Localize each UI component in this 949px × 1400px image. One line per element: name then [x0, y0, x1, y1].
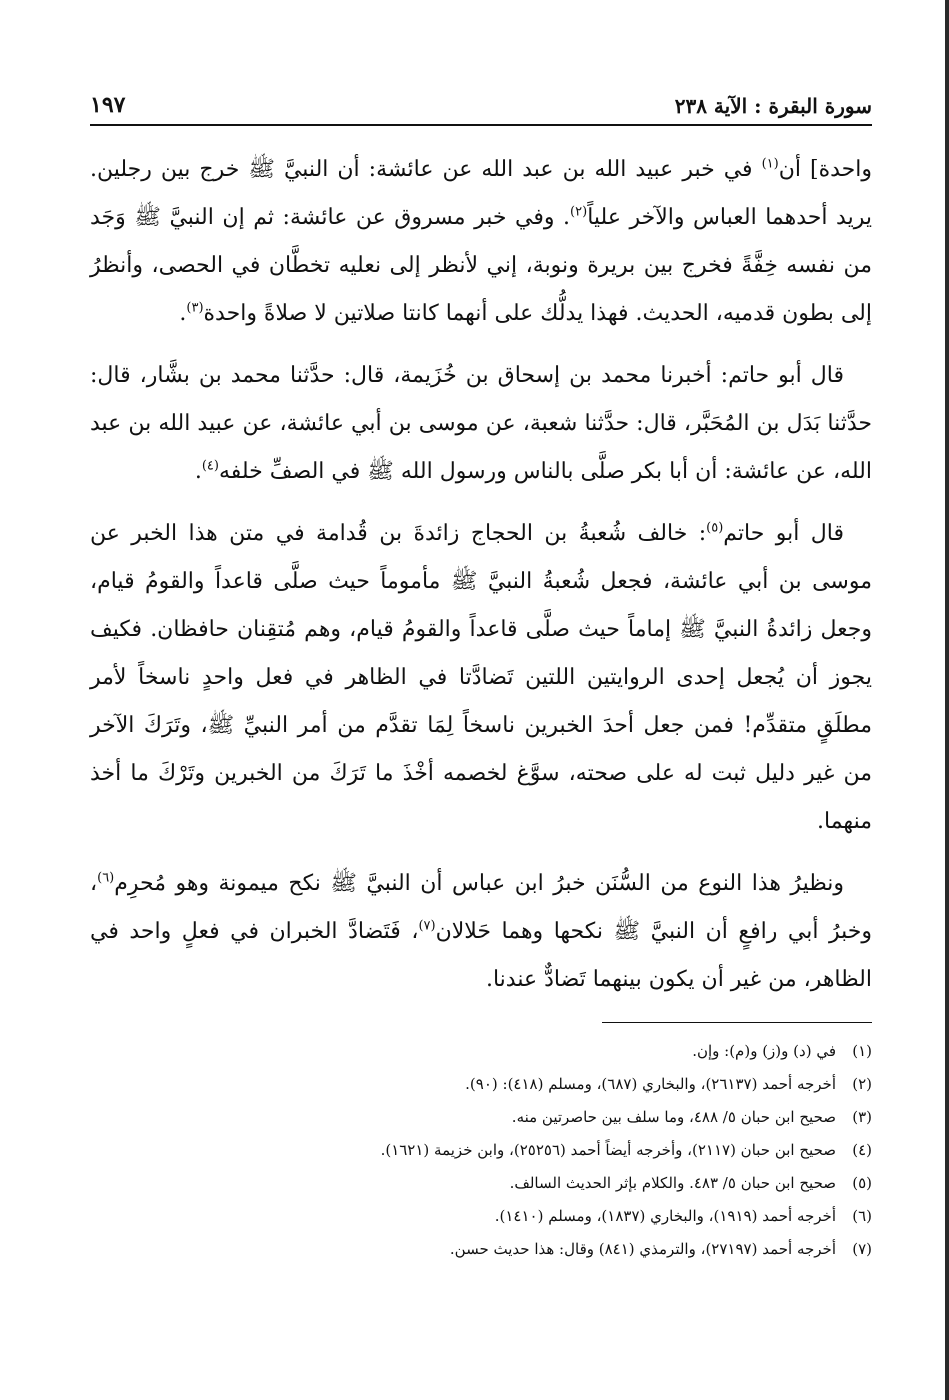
text-run: . وفي خبر مسروق عن عائشة: ثم إن النبيَّ ﷺ وَجَد من نفسه خِفَّةً فخرج بين بريرة ونوبة، إني لأنظر إلى نعليه تخطَّان في الحصى، وأنظرُ إلى بطون قدميه، الحديث. فهذا يدلُّك على أنهما كانتا صلاتين لا صلاةً واحدة [90, 205, 872, 326]
footnote-text: صحيح ابن حبان ٥/ ٤٨٣. والكلام بإثر الحديث السالف. [509, 1174, 836, 1192]
footnote-reference: (١) [761, 156, 779, 172]
footnote [90, 1134, 872, 1167]
text-run: قال أبو حاتم [723, 521, 844, 546]
footnote-reference: (٣) [186, 300, 204, 316]
text-run: في خبر عبيد الله بن عبد الله عن عائشة: أن النبيَّ ﷺ خرج بين رجلين. يريد أحدهما العباس والآخر علياً [90, 157, 872, 230]
paragraph [90, 510, 872, 846]
running-header [90, 78, 872, 126]
footnote [90, 1200, 872, 1233]
footnote-text: أخرجه أحمد (١٩١٩)، والبخاري (١٨٣٧)، ومسلم (١٤١٠). [494, 1207, 836, 1225]
footnote-text: صحيح ابن حبان (٢١١٧)، وأخرجه أيضاً أحمد (٢٥٢٥٦)، وابن خزيمة (١٦٢١). [380, 1141, 836, 1159]
footnote-separator [602, 1022, 872, 1023]
footnote [90, 1167, 872, 1200]
footnote-number: (١) [852, 1042, 872, 1060]
page-edge-shadow [945, 0, 949, 1400]
text-run: . [179, 301, 187, 326]
footnote-text: صحيح ابن حبان ٥/ ٤٨٨، وما سلف بين حاصرتين منه. [511, 1108, 836, 1126]
footnote-reference: (٢) [570, 204, 588, 220]
footnote [90, 1035, 872, 1068]
footnote [90, 1233, 872, 1266]
footnote-number: (٥) [852, 1174, 872, 1192]
text-run: ، وخبرُ أبي رافعٍ أن النبيَّ ﷺ نكحها وهما حَلالان [90, 871, 872, 944]
paragraph [90, 352, 872, 496]
paragraph [90, 860, 872, 1004]
footnote-number: (٧) [852, 1240, 872, 1258]
paragraph [90, 146, 872, 338]
text-run: واحدة] أن [778, 157, 872, 182]
footnote-number: (٤) [852, 1141, 872, 1159]
header-title: سورة البقرة : الآية ٢٣٨ [674, 94, 872, 118]
footnote-number: (٦) [852, 1207, 872, 1225]
page-number: ١٩٧ [90, 92, 126, 118]
text-run: ، فَتَضادَّ الخبران في فعلٍ واحد في الظاهر، من غير أن يكون بينهما تَضادٌّ عندنا. [90, 919, 872, 992]
body-text [90, 146, 872, 1004]
footnote-number: (٣) [852, 1108, 872, 1126]
footnote-text: أخرجه أحمد (٢٦١٣٧)، والبخاري (٦٨٧)، ومسلم (٤١٨): (٩٠). [465, 1075, 836, 1093]
footnote-text: في (د) و(ز) و(م): وإن. [692, 1042, 836, 1060]
footnote-reference: (٤) [201, 458, 219, 474]
footnote-reference: (٥) [706, 520, 724, 536]
footnote-reference: (٦) [97, 870, 115, 886]
footnote-reference: (٧) [418, 918, 436, 934]
text-run: ونظيرُ هذا النوع من السُّنَن خبرُ ابن عباس أن النبيَّ ﷺ نكح ميمونة وهو مُحرِم [114, 871, 844, 896]
footnotes [90, 1035, 872, 1266]
book-page [90, 78, 872, 1266]
footnote [90, 1068, 872, 1101]
footnote-text: أخرجه أحمد (٢٧١٩٧)، والترمذي (٨٤١) وقال: هذا حديث حسن. [449, 1240, 836, 1258]
text-run: : خالف شُعبةُ بن الحجاج زائدةَ بن قُدامة في متن هذا الخبر عن موسى بن أبي عائشة، فجعل شُعبةُ النبيَّ ﷺ مأموماً حيث صلَّى قاعداً والقومُ قيام، وجعل زائدةُ النبيَّ ﷺ إماماً حيث صلَّى قاعداً والقومُ قيام، وهم مُتقِنان حافظان. فكيف يجوز أن يُجعل إحدى الروايتين اللتين تَضادَّتا في الظاهر في فعل واحدٍ ناسخاً لأمر مطلَقٍ متقدِّم! فمن جعل أحدَ الخبرين ناسخاً لِمَا تقدَّم من أمر النبيِّ ﷺ، وتَرَكَ الآخر من غير دليل ثبت له على صحته، سوَّغ لخصمه أخْذَ ما تَرَكَ من الخبرين وتَرْكَ ما أخذ منهما. [90, 521, 872, 834]
text-run: . [194, 459, 202, 484]
text-run: قال أبو حاتم: أخبرنا محمد بن إسحاق بن خُزَيمة، قال: حدَّثنا محمد بن بشَّار، قال: حدَّثنا بَدَل بن المُحَبَّر، قال: حدَّثنا شعبة، عن موسى بن أبي عائشة، عن عبيد الله بن عبد الله، عن عائشة: أن أبا بكر صلَّى بالناس ورسول الله ﷺ في الصفِّ خلفه [90, 363, 872, 484]
footnote [90, 1101, 872, 1134]
footnote-number: (٢) [852, 1075, 872, 1093]
